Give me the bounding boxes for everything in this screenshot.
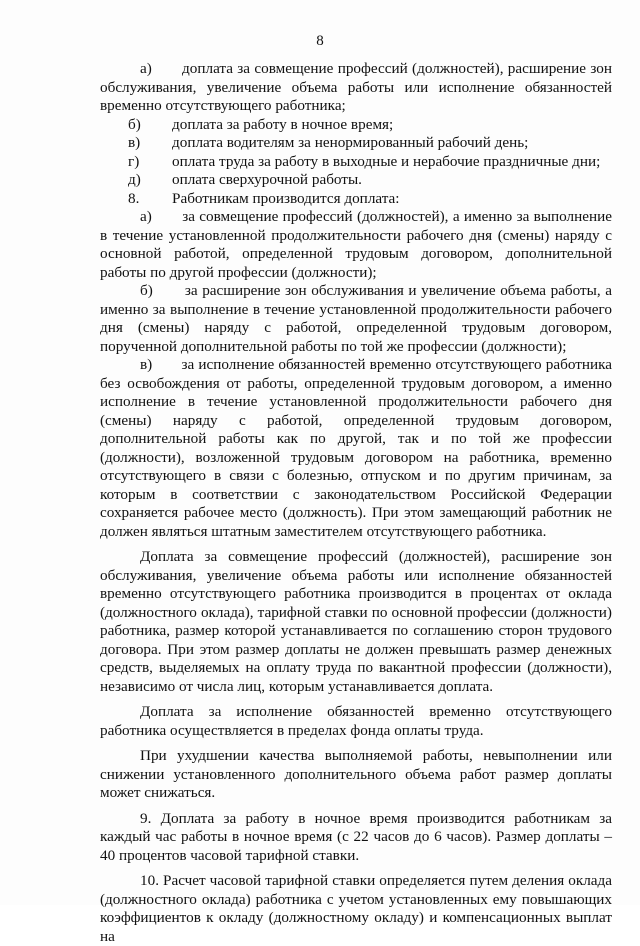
list-text: оплата сверхурочной работы. <box>172 171 362 188</box>
list-text: доплата за работу в ночное время; <box>172 115 394 133</box>
paragraph-8b: б) за расширение зон обслуживания и увеличение объема работы, а именно за выполнение в течение установленной продолжительности рабочего дня (смены) наряду с работой, определенной трудовым договором, порученной дополнительной работы по той же профессии (должности); <box>100 282 612 355</box>
paragraph-doplata-2: Доплата за исполнение обязанностей временно отсутствующего работника осуществляется в пределах фонда оплаты труда. <box>100 703 612 739</box>
list-text: оплата труда за работу в выходные и нерабочие праздничные дни; <box>172 152 601 170</box>
list-item <box>100 134 612 153</box>
list-item <box>100 153 612 172</box>
paragraph-7a: а) доплата за совмещение профессий (должностей), расширение зон обслуживания, увеличение объема работы или исполнение обязанностей временно отсутствующего работника; <box>100 60 612 114</box>
paragraph-10: 10. Расчет часовой тарифной ставки определяется путем деления оклада (должностного оклада) работника с учетом установленных ему повышающих коэффициентов к окладу (должностному окладу) и компенсационных выплат на <box>100 872 612 945</box>
list-text: Работникам производится доплата: <box>172 189 400 207</box>
list-item <box>100 190 612 209</box>
list-marker: в) <box>128 134 141 151</box>
list-item <box>100 116 612 135</box>
document-body <box>100 60 612 946</box>
paragraph-doplata-1: Доплата за совмещение профессий (должностей), расширение зон обслуживания, увеличение объема работы или исполнение обязанностей временно отсутствующего работника производится в процентах от оклада (должностного оклада), тарифной ставки по основной профессии (должности) работника, размер которой устанавливается по соглашению сторон трудового договора. При этом размер доплаты не должен превышать размер денежных средств, выделяемых на оплату труда по вакантной профессии (должности), независимо от числа лиц, которым устанавливается доплата. <box>100 548 612 695</box>
list-item <box>100 171 612 190</box>
page-number: 8 <box>316 33 324 49</box>
paragraph-8a: а) за совмещение профессий (должностей), а именно за выполнение в течение установленной продолжительности рабочего дня (смены) наряду с основной работой, определенной трудовым договором, дополнительной работы по другой профессии (должности); <box>100 208 612 281</box>
paragraph-8v: в) за исполнение обязанностей временно отсутствующего работника без освобождения от работы, определенной трудовым договором, а именно исполнение в течение установленной продолжительности рабочего дня (смены) наряду с работой, определенной трудовым договором, дополнительной работы как по другой, так и по той же профессии (должности), возложенной трудовым договором на работника, временно отсутствующего в связи с болезнью, отпуском и по другим причинам, за которым в соответствии с законодательством Российской Федерации сохраняется рабочее место (должность). При этом замещающий работник не должен являться штатным заместителем отсутствующего работника. <box>100 356 612 540</box>
list-marker: д) <box>128 171 141 188</box>
list-text: доплата водителям за ненормированный рабочий день; <box>172 134 529 151</box>
paragraph-9: 9. Доплата за работу в ночное время производится работникам за каждый час работы в ночное время (с 22 часов до 6 часов). Размер доплаты – 40 процентов часовой тарифной ставки. <box>100 809 612 864</box>
paragraph-doplata-3: При ухудшении качества выполняемой работы, невыполнении или снижении установленного дополнительного объема работ размер доплаты может снижаться. <box>100 747 612 801</box>
list-marker: г) <box>128 152 140 170</box>
list-marker: б) <box>128 115 141 133</box>
list-marker: 8. <box>128 189 140 207</box>
